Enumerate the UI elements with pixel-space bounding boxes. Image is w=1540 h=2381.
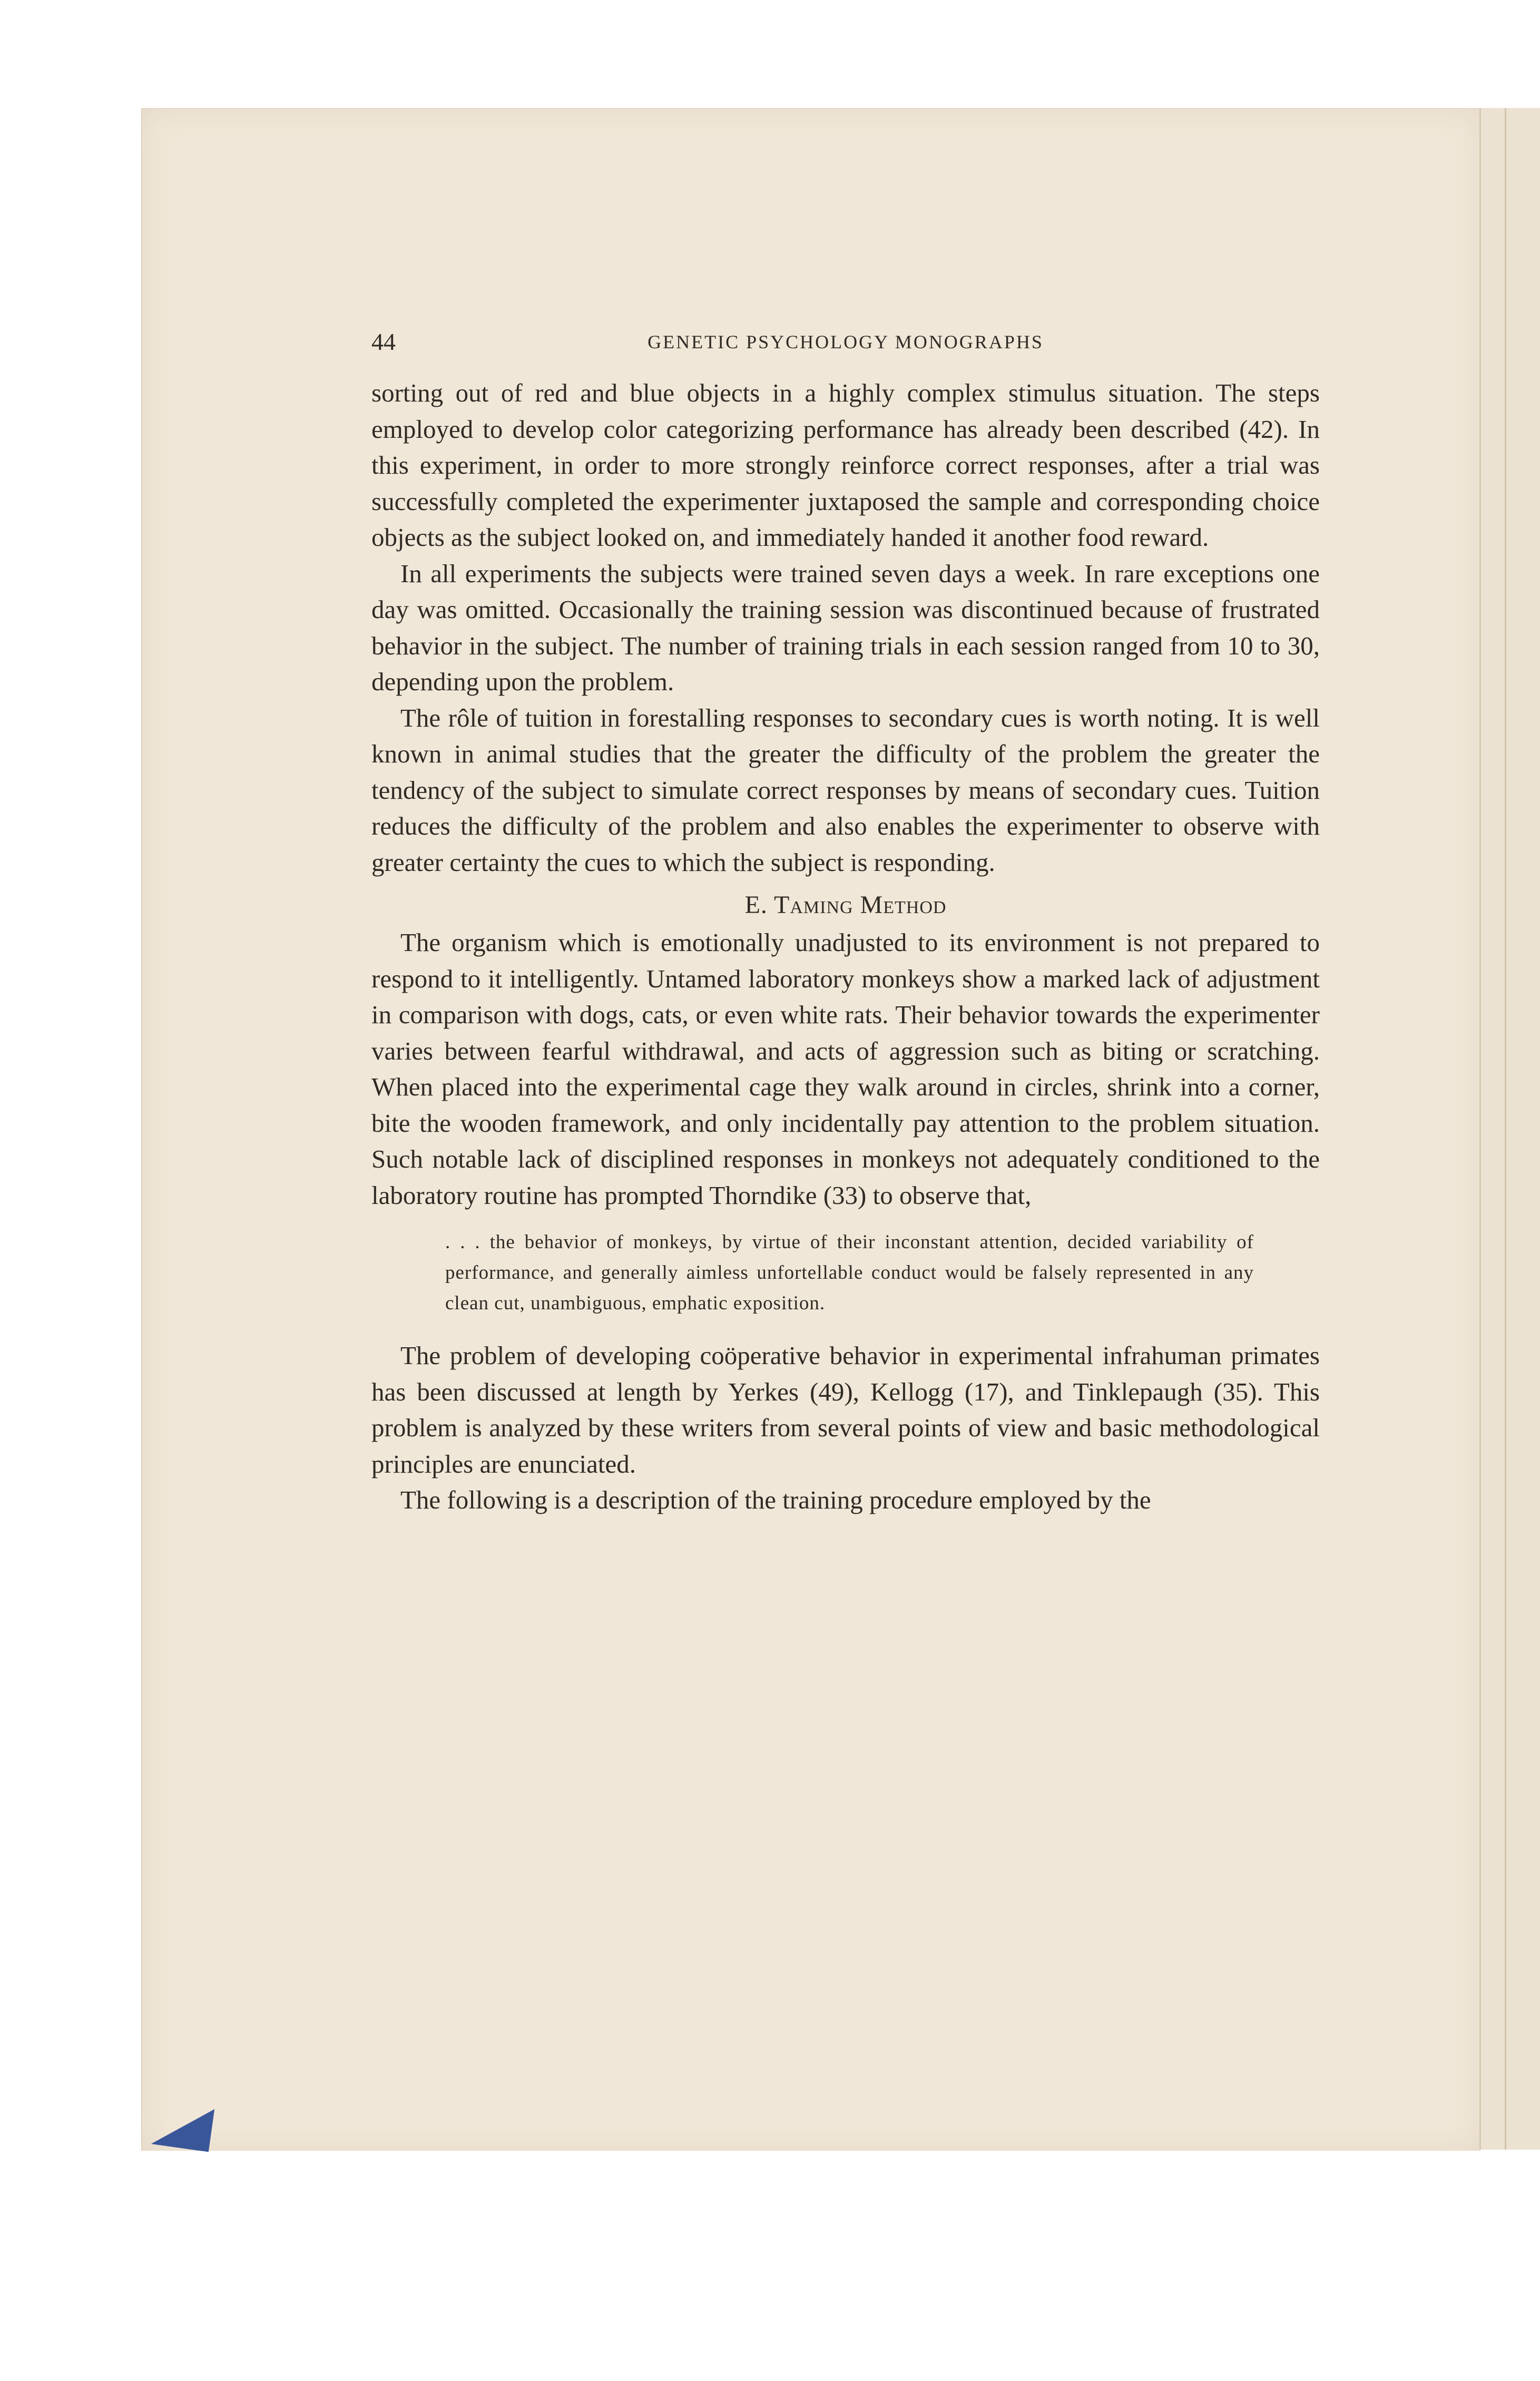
page-header: [371, 316, 1320, 364]
paragraph-4: The organism which is emotionally unadjusted to its environment is not prepared to respond to it intelligently. Untamed laboratory monkeys show a marked lack of adjustment in comparison with dogs, cats, or even white rats. Their behavior towards the experimenter varies between fearful withdrawal, and acts of aggression such as biting or scratching. When placed into the experimental cage they walk around in circles, shrink into a corner, bite the wooden framework, and only incidentally pay attention to the problem situation. Such notable lack of disciplined responses in monkeys not adequately conditioned to the laboratory routine has prompted Thorndike (33) to observe that,: [371, 928, 1320, 1210]
facing-page-edge: [1479, 108, 1540, 2150]
running-head: GENETIC PSYCHOLOGY MONOGRAPHS: [648, 331, 1044, 352]
page-text-block: [371, 316, 1320, 1518]
page-gutter-line: [1505, 108, 1506, 2150]
paragraph-3: The rôle of tuition in forestalling responses to secondary cues is worth noting. It is well known in animal studies that the greater the difficulty of the problem the greater the tendency of the subject to simulate correct responses by means of secondary cues. Tuition reduces the difficulty of the problem and also enables the experimenter to observe with greater certainty the cues to which the subject is responding.: [371, 703, 1320, 877]
paragraph-1: sorting out of red and blue objects in a highly complex stimulus situation. The steps employed to develop color categorizing performance has already been described (42). In this experiment, in order to more strongly reinforce correct responses, after a trial was successfully completed the experimenter juxtaposed the sample and corresponding choice objects as the subject looked on, and immediately handed it another food reward.: [371, 378, 1320, 552]
section-heading: [371, 887, 1320, 924]
page-number: 44: [371, 328, 396, 355]
section-heading-text: E. Taming Method: [744, 891, 947, 919]
paragraph-5: The problem of developing coöperative behavior in experimental infrahuman primates has been discussed at length by Yerkes (49), Kellogg (17), and Tinklepaugh (35). This problem is analyzed by these writers from several points of view and basic methodological principles are enunciated.: [371, 1341, 1320, 1478]
paragraph-2: In all experiments the subjects were trained seven days a week. In rare exceptions one day was omitted. Occasionally the training session was discontinued because of frustrated behavior in the subject. The number of training trials in each session ranged from 10 to 30, depending upon the problem.: [371, 558, 1320, 696]
blue-corner-mark: [151, 2101, 214, 2152]
block-quote: . . . the behavior of monkeys, by virtue of their inconstant attention, decided variability of performance, and generally aimless unfortellable conduct would be falsely represented in any clean cut, unambiguous, emphatic exposition.: [445, 1231, 1254, 1314]
paragraph-6: The following is a description of the training procedure employed by the: [400, 1485, 1151, 1514]
